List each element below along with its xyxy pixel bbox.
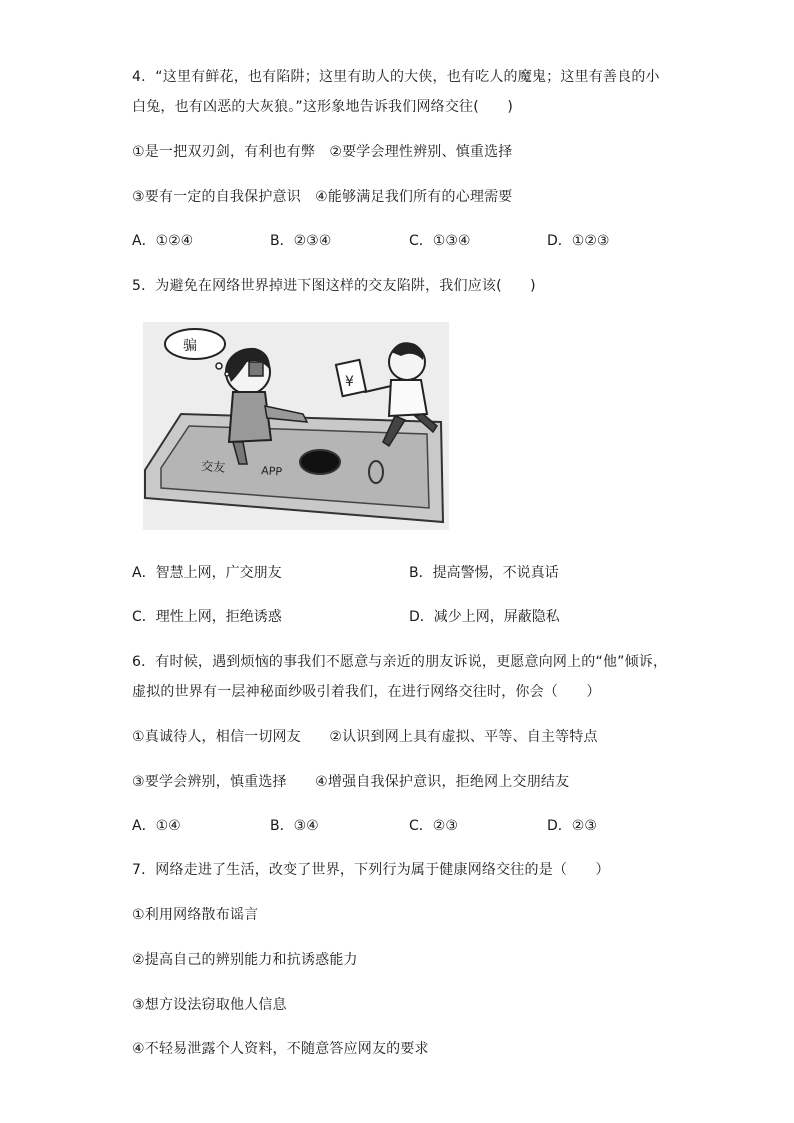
q4-stem-line-2: 白兔，也有凶恶的大灰狼。”这形象地告诉我们网络交往( ) bbox=[132, 99, 513, 115]
q4-option-c: C．①③④ bbox=[409, 233, 471, 249]
phone-label-friends: 交友 bbox=[200, 459, 226, 475]
q6-statement-line-2: ③要学会辨别，慎重选择 ④增强自我保护意识，拒绝网上交朋结友 bbox=[132, 774, 570, 790]
q6-stem-line-1: 6．有时候，遇到烦恼的事我们不愿意与亲近的朋友诉说，更愿意向网上的“他”倾诉， bbox=[132, 654, 668, 670]
q4-statement-line-1: ①是一把双刃剑，有利也有弊 ②要学会理性辨别、慎重选择 bbox=[132, 144, 513, 160]
money-symbol: ¥ bbox=[345, 374, 354, 390]
q6-statement-line-1: ①真诚待人，相信一切网友 ②认识到网上具有虚拟、平等、自主等特点 bbox=[132, 729, 598, 745]
q4-option-d: D．①②③ bbox=[547, 233, 610, 249]
q7-statement-2: ②提高自己的辨别能力和抗诱惑能力 bbox=[132, 952, 358, 968]
q5-option-c: C．理性上网，拒绝诱惑 bbox=[132, 609, 282, 625]
q6-option-c: C．②③ bbox=[409, 818, 458, 834]
q5-option-a: A．智慧上网，广交朋友 bbox=[132, 565, 282, 581]
q7-statement-1: ①利用网络散布谣言 bbox=[132, 907, 259, 923]
q6-stem-line-2: 虚拟的世界有一层神秘面纱吸引着我们，在进行网络交往时，你会（ ） bbox=[132, 684, 601, 700]
q6-option-d: D．②③ bbox=[547, 818, 597, 834]
q4-option-b: B．②③④ bbox=[270, 233, 332, 249]
speech-bubble-text: 骗 bbox=[183, 338, 197, 354]
phone-label-app: APP bbox=[260, 464, 283, 479]
q5-illustration bbox=[143, 322, 449, 530]
q6-option-b: B．③④ bbox=[270, 818, 319, 834]
q4-statement-line-2: ③要有一定的自我保护意识 ④能够满足我们所有的心理需要 bbox=[132, 189, 513, 205]
q5-option-b: B．提高警惕，不说真话 bbox=[409, 565, 559, 581]
q5-stem: 5．为避免在网络世界掉进下图这样的交友陷阱，我们应该( ) bbox=[132, 278, 536, 294]
q5-option-d: D．减少上网，屏蔽隐私 bbox=[409, 609, 560, 625]
q7-statement-3: ③想方设法窃取他人信息 bbox=[132, 997, 287, 1013]
q4-option-a: A．①②④ bbox=[132, 233, 194, 249]
q7-stem: 7．网络走进了生活，改变了世界，下列行为属于健康网络交往的是（ ） bbox=[132, 862, 610, 878]
q7-statement-4: ④不轻易泄露个人资料，不随意答应网友的要求 bbox=[132, 1041, 429, 1057]
q6-option-a: A．①④ bbox=[132, 818, 181, 834]
scam-cartoon-image bbox=[143, 322, 449, 530]
q4-stem-line-1: 4．“这里有鲜花，也有陷阱；这里有助人的大侠，也有吃人的魔鬼；这里有善良的小 bbox=[132, 69, 660, 85]
